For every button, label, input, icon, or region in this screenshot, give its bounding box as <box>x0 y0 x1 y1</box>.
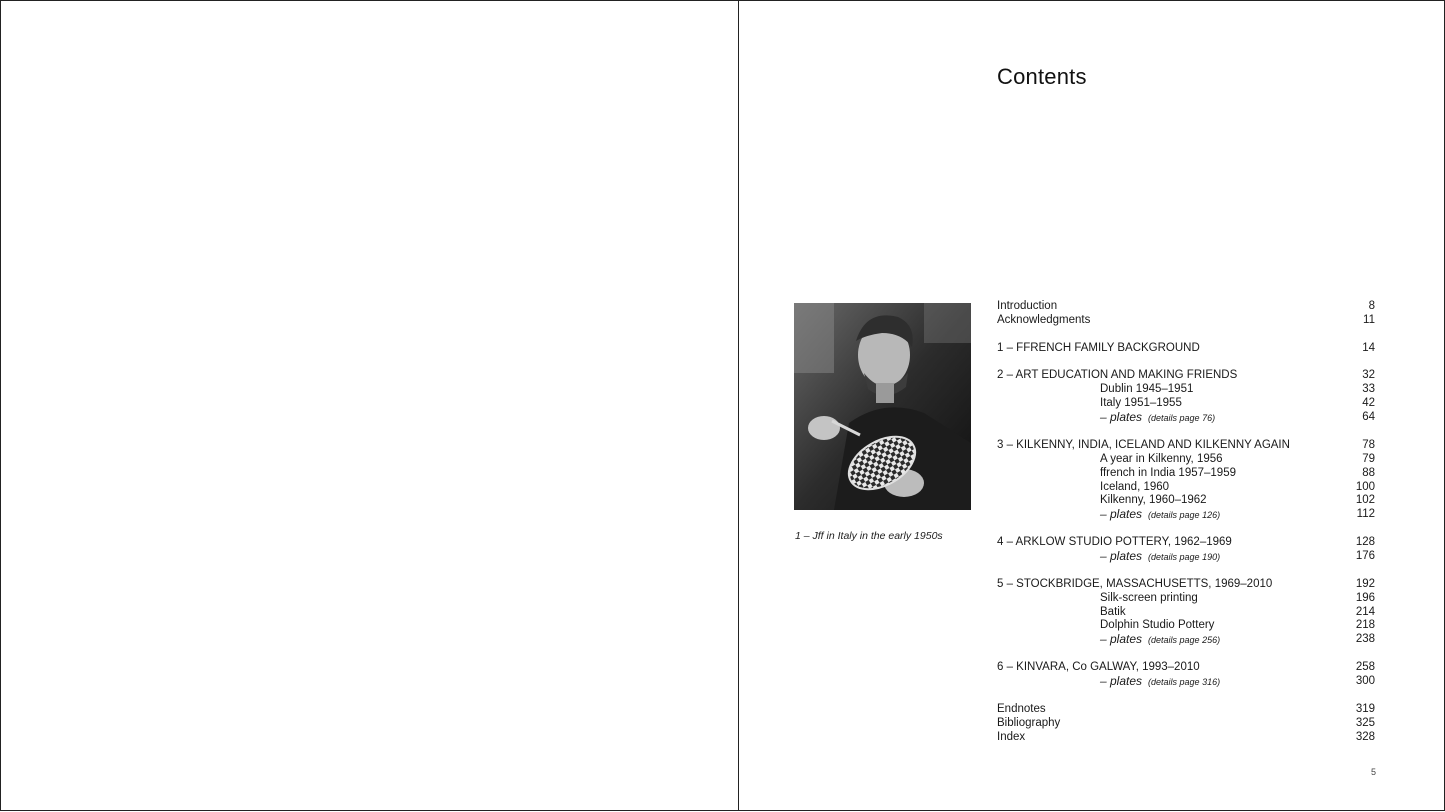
page-title: Contents <box>997 64 1087 89</box>
toc-page-number: 300 <box>1355 675 1375 688</box>
toc-plates-details: (details page 76) <box>1148 413 1216 424</box>
toc-entry <box>997 731 1375 745</box>
toc-entry <box>997 703 1375 717</box>
toc-spacer <box>997 647 1375 661</box>
toc-page-number: 8 <box>1368 300 1375 312</box>
toc-entry <box>997 508 1375 522</box>
toc-entry <box>997 383 1375 397</box>
toc-plates-details: (details page 256) <box>1148 635 1221 646</box>
toc-page-number: 14 <box>1362 341 1375 354</box>
toc-page-number: 88 <box>1362 466 1375 479</box>
toc-page-number: 218 <box>1355 619 1375 632</box>
toc-page-number: 192 <box>1355 577 1375 590</box>
toc-entry <box>997 397 1375 411</box>
toc-entry-title: Index <box>997 730 1026 743</box>
toc-entry <box>997 494 1375 508</box>
toc-entry-title <box>1100 675 1220 690</box>
toc-spacer <box>997 689 1375 703</box>
toc-page-number: 112 <box>1356 508 1375 521</box>
toc-entry <box>997 536 1375 550</box>
toc-spacer <box>997 328 1375 342</box>
toc-entry <box>997 481 1375 495</box>
toc-page-number: 325 <box>1355 716 1375 729</box>
toc-plates-label: – plates <box>1100 549 1143 564</box>
toc-page-number: 128 <box>1355 536 1375 549</box>
toc-entry <box>997 675 1375 689</box>
toc-page-number: 11 <box>1363 313 1375 326</box>
toc-entry <box>997 619 1375 633</box>
toc-entry <box>997 300 1375 314</box>
toc-page-number: 319 <box>1355 702 1375 715</box>
toc-entry-title: 2 – ART EDUCATION AND MAKING FRIENDS <box>997 369 1238 382</box>
toc-page-number: 32 <box>1362 369 1375 382</box>
toc-entry-title <box>1100 508 1220 523</box>
toc-page-number: 238 <box>1355 633 1375 646</box>
page-number: 5 <box>1371 767 1377 777</box>
toc-entry <box>997 606 1375 620</box>
toc-page-number: 328 <box>1355 730 1375 743</box>
toc-entry-title: Dolphin Studio Pottery <box>1100 619 1215 632</box>
toc-page-number: 214 <box>1355 605 1375 618</box>
toc-spacer <box>997 425 1375 439</box>
toc-entry-title: ffrench in India 1957–1959 <box>1100 466 1236 479</box>
toc-entry-title: 1 – FFRENCH FAMILY BACKGROUND <box>997 341 1200 354</box>
toc-entry <box>997 411 1375 425</box>
toc-entry <box>997 467 1375 481</box>
toc-entry-title: Kilkenny, 1960–1962 <box>1100 494 1207 507</box>
toc-entry-title: Italy 1951–1955 <box>1100 397 1182 410</box>
toc-plates-details: (details page 316) <box>1148 677 1221 688</box>
table-of-contents <box>997 300 1375 745</box>
toc-page-number: 176 <box>1355 550 1375 563</box>
toc-spacer <box>997 356 1375 370</box>
toc-entry-title: Batik <box>1100 605 1126 618</box>
toc-page-number: 258 <box>1355 661 1375 674</box>
toc-entry-title: Endnotes <box>997 702 1046 715</box>
figure-photo <box>794 303 971 510</box>
toc-entry-title: 6 – KINVARA, Co GALWAY, 1993–2010 <box>997 661 1200 674</box>
figure-caption: 1 – Jff in Italy in the early 1950s <box>795 530 943 542</box>
toc-page-number: 79 <box>1362 452 1375 465</box>
toc-entry-title <box>1100 411 1215 426</box>
toc-entry <box>997 453 1375 467</box>
toc-entry-title: Silk-screen printing <box>1100 591 1198 604</box>
toc-entry <box>997 578 1375 592</box>
toc-page-number: 64 <box>1362 411 1375 424</box>
toc-entry <box>997 369 1375 383</box>
toc-entry-title: Dublin 1945–1951 <box>1100 383 1194 396</box>
toc-page-number: 42 <box>1362 397 1375 410</box>
toc-entry-title: 4 – ARKLOW STUDIO POTTERY, 1962–1969 <box>997 536 1232 549</box>
toc-plates-label: – plates <box>1100 410 1143 425</box>
toc-entry <box>997 439 1375 453</box>
toc-entry <box>997 592 1375 606</box>
toc-entry-title <box>1100 633 1220 648</box>
toc-page-number: 100 <box>1355 480 1375 493</box>
toc-page-number: 78 <box>1362 438 1375 451</box>
toc-plates-label: – plates <box>1100 674 1143 689</box>
toc-page-number: 196 <box>1355 591 1375 604</box>
photo-illustration <box>794 303 971 510</box>
toc-spacer <box>997 564 1375 578</box>
toc-entry <box>997 550 1375 564</box>
toc-entry <box>997 314 1375 328</box>
toc-plates-details: (details page 190) <box>1148 552 1221 563</box>
toc-entry <box>997 633 1375 647</box>
toc-entry-title: Bibliography <box>997 716 1061 729</box>
toc-entry-title <box>1100 550 1220 565</box>
toc-entry-title: 5 – STOCKBRIDGE, MASSACHUSETTS, 1969–2010 <box>997 577 1273 590</box>
toc-plates-label: – plates <box>1100 632 1143 647</box>
toc-entry <box>997 342 1375 356</box>
toc-entry-title: A year in Kilkenny, 1956 <box>1100 452 1223 465</box>
toc-spacer <box>997 522 1375 536</box>
toc-entry-title: 3 – KILKENNY, INDIA, ICELAND AND KILKENNY AGAIN <box>997 438 1290 451</box>
toc-entry <box>997 717 1375 731</box>
toc-entry-title: Introduction <box>997 300 1058 312</box>
toc-plates-label: – plates <box>1100 507 1143 522</box>
toc-entry-title: Acknowledgments <box>997 313 1091 326</box>
toc-page-number: 102 <box>1355 494 1375 507</box>
toc-page-number: 33 <box>1362 383 1375 396</box>
toc-entry-title: Iceland, 1960 <box>1100 480 1170 493</box>
toc-entry <box>997 661 1375 675</box>
toc-plates-details: (details page 126) <box>1148 510 1221 521</box>
